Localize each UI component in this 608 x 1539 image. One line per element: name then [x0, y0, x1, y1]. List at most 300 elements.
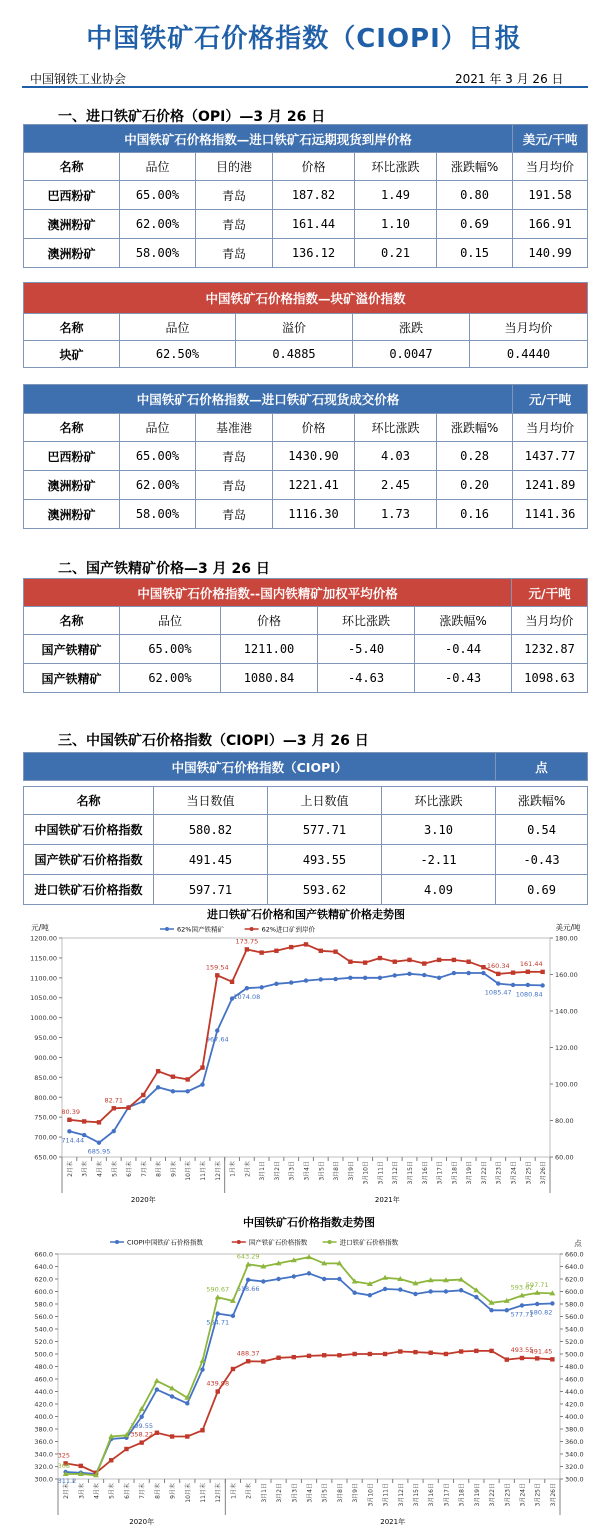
cell: 澳洲粉矿	[24, 210, 120, 239]
col-header: 涨跌幅%	[415, 607, 512, 635]
data-label: 399.55	[130, 1421, 154, 1430]
data-point	[333, 977, 337, 981]
data-point	[368, 1293, 372, 1297]
cell: 62.00%	[120, 664, 221, 693]
data-point	[363, 976, 367, 980]
y-tick-label: 750.00	[34, 1113, 57, 1122]
x-tick-label: 4月末	[96, 1161, 104, 1177]
cell: 1141.36	[513, 500, 588, 529]
y-tick-label: 500.0	[565, 1350, 584, 1359]
col-header: 价格	[221, 607, 318, 635]
data-point	[97, 1120, 101, 1124]
y-tick-label: 140.00	[555, 1007, 578, 1016]
data-point	[230, 980, 234, 984]
col-header: 涨跌幅%	[437, 153, 513, 181]
y-tick-label: 1150.00	[30, 954, 57, 963]
cell: 593.62	[268, 875, 382, 905]
table-unit: 元/干吨	[512, 579, 588, 607]
col-header: 价格	[273, 153, 355, 181]
y-tick-label: 540.0	[565, 1325, 584, 1334]
data-point	[393, 960, 397, 964]
data-point	[246, 1278, 250, 1282]
x-tick-label: 3月15日	[412, 1483, 420, 1507]
data-point	[274, 982, 278, 986]
x-tick-label: 3月17日	[443, 1483, 451, 1507]
table-unit: 点	[496, 753, 588, 781]
cell: 0.16	[437, 500, 513, 529]
col-header: 环比涨跌	[355, 414, 437, 442]
data-point	[422, 961, 426, 965]
cell: 0.80	[437, 181, 513, 210]
report-date: 2021 年 3 月 26 日	[455, 72, 564, 86]
table-row	[24, 442, 588, 471]
cell: 青岛	[196, 181, 273, 210]
x-tick-label: 2月末	[63, 1483, 71, 1499]
cell: -2.11	[382, 845, 496, 875]
col-header: 环比涨跌	[318, 607, 415, 635]
cell: 136.12	[273, 239, 355, 268]
data-point	[337, 1353, 341, 1357]
data-point	[466, 971, 470, 975]
cell: 4.03	[355, 442, 437, 471]
cell: 青岛	[196, 442, 273, 471]
col-header: 涨跌	[353, 314, 470, 341]
cell: 187.82	[273, 181, 355, 210]
y-tick-label: 1050.00	[30, 994, 57, 1003]
x-tick-label: 3月2日	[276, 1483, 284, 1503]
data-point	[171, 1089, 175, 1093]
y-tick-label: 800.00	[34, 1093, 57, 1102]
x-tick-label: 3月25日	[525, 1161, 533, 1185]
cell: 国产铁精矿	[24, 664, 120, 693]
x-tick-label: 3月末	[78, 1483, 86, 1499]
page-title: 中国铁矿石价格指数（CIOPI）日报	[86, 24, 522, 54]
x-tick-label: 3月19日	[473, 1483, 481, 1507]
y-axis-label-right: 点	[574, 1239, 582, 1248]
x-tick-label: 3月5日	[321, 1483, 329, 1503]
x-tick-label: 3月19日	[466, 1161, 474, 1185]
col-header: 品位	[120, 414, 196, 442]
table-import-forward	[23, 124, 588, 268]
y-tick-label: 300.0	[34, 1475, 53, 1484]
data-point	[520, 1303, 524, 1307]
data-point	[109, 1458, 113, 1462]
x-tick-label: 1月末	[230, 1483, 238, 1499]
data-point	[171, 1075, 175, 1079]
data-label: 491.45	[529, 1347, 553, 1356]
table-row	[24, 500, 588, 529]
x-tick-label: 3月4日	[303, 1161, 311, 1181]
data-point	[276, 1277, 280, 1281]
y-tick-label: 380.0	[565, 1425, 584, 1434]
cell: 澳洲粉矿	[24, 239, 120, 268]
data-label: 564.71	[206, 1318, 230, 1327]
data-point	[245, 947, 249, 951]
price-trend-chart	[0, 900, 608, 1210]
x-tick-label: 3月11日	[382, 1483, 390, 1507]
cell: 0.54	[496, 815, 588, 845]
data-label: 439.98	[206, 1379, 230, 1388]
cell: 493.55	[268, 845, 382, 875]
data-point	[200, 1082, 204, 1086]
data-point	[245, 986, 249, 990]
data-point	[216, 1311, 220, 1315]
cell: 4.09	[382, 875, 496, 905]
x-tick-label: 3月23日	[495, 1161, 503, 1185]
x-tick-label: 3月3日	[288, 1161, 296, 1181]
x-tick-label: 3月22日	[489, 1483, 497, 1507]
data-label: 80.39	[61, 1107, 81, 1116]
data-point	[526, 970, 530, 974]
y-tick-label: 540.0	[34, 1325, 53, 1334]
data-point	[437, 976, 441, 980]
data-point	[352, 1352, 356, 1356]
cell: 中国铁矿石价格指数	[24, 815, 154, 845]
legend-marker	[115, 1240, 119, 1244]
x-tick-label: 3月23日	[504, 1483, 512, 1507]
y-tick-label: 620.0	[565, 1275, 584, 1284]
cell: 1.10	[355, 210, 437, 239]
x-tick-label: 2月末	[245, 1483, 253, 1499]
x-tick-label: 6月末	[126, 1161, 134, 1177]
data-point	[322, 1353, 326, 1357]
data-point	[550, 1301, 554, 1305]
data-point	[520, 1356, 524, 1360]
y-tick-label: 420.0	[565, 1400, 584, 1409]
header-divider	[22, 86, 588, 88]
data-label: 311.2	[57, 1477, 77, 1485]
x-tick-label: 3月12日	[392, 1161, 400, 1185]
cell: 1116.30	[273, 500, 355, 529]
cell: 140.99	[513, 239, 588, 268]
col-header: 涨跌幅%	[496, 787, 588, 815]
x-tick-label: 3月22日	[480, 1161, 488, 1185]
cell: -0.44	[415, 635, 512, 664]
index-trend-chart	[0, 1212, 608, 1534]
data-point	[112, 1129, 116, 1133]
cell: 65.00%	[120, 442, 196, 471]
y-tick-label: 660.0	[34, 1250, 53, 1259]
data-point	[407, 958, 411, 962]
x-tick-label: 3月1日	[259, 1161, 267, 1181]
data-label: 685.95	[87, 1147, 111, 1156]
x-tick-label: 5月末	[108, 1483, 116, 1499]
table-ciopi	[23, 752, 588, 905]
y-tick-label: 950.00	[34, 1034, 57, 1043]
data-point	[185, 1434, 189, 1438]
x-tick-label: 3月9日	[347, 1161, 355, 1181]
data-point	[261, 1359, 265, 1363]
data-point	[466, 960, 470, 964]
data-point	[67, 1118, 71, 1122]
data-point	[185, 1089, 189, 1093]
cell: 3.10	[382, 815, 496, 845]
y-tick-label: 620.0	[34, 1275, 53, 1284]
data-point	[259, 985, 263, 989]
data-label: 173.75	[235, 937, 259, 946]
y-tick-label: 440.0	[565, 1388, 584, 1396]
cell: 62.50%	[120, 341, 236, 368]
legend-marker	[250, 927, 254, 931]
cell: -5.40	[318, 635, 415, 664]
col-header: 当日数值	[154, 787, 268, 815]
table-unit: 美元/干吨	[513, 125, 588, 153]
data-point	[333, 949, 337, 953]
data-point	[289, 980, 293, 984]
cell: 0.20	[437, 471, 513, 500]
data-point	[481, 971, 485, 975]
data-point	[459, 1349, 463, 1353]
cell: 0.69	[496, 875, 588, 905]
data-point	[511, 983, 515, 987]
x-tick-label: 3月16日	[428, 1483, 436, 1507]
cell: 国产铁精矿	[24, 635, 120, 664]
x-tick-label: 3月16日	[421, 1161, 429, 1185]
x-tick-label: 10月末	[184, 1483, 192, 1503]
section2-title: 二、国产铁精矿价格—3 月 26 日	[58, 561, 270, 577]
data-point	[505, 1357, 509, 1361]
cell: 1232.87	[512, 635, 588, 664]
data-point	[154, 1378, 160, 1383]
y-tick-label: 380.0	[34, 1425, 53, 1434]
year-label: 2020年	[130, 1196, 156, 1204]
x-tick-label: 9月末	[170, 1161, 178, 1177]
data-point	[170, 1394, 174, 1398]
cell: 0.21	[355, 239, 437, 268]
data-label: 1085.47	[484, 988, 512, 997]
y-tick-label: 160.00	[555, 971, 578, 979]
x-tick-label: 1月末	[229, 1161, 237, 1177]
table-domestic-concentrate	[23, 578, 588, 693]
table-title: 中国铁矿石价格指数—块矿溢价指数	[24, 283, 588, 314]
data-point	[444, 1352, 448, 1356]
y-axis-label-right: 美元/吨	[555, 923, 581, 932]
data-point	[452, 971, 456, 975]
data-point	[126, 1106, 130, 1110]
table-unit: 元/干吨	[513, 385, 588, 414]
x-tick-label: 7月末	[139, 1483, 147, 1499]
cell: 青岛	[196, 471, 273, 500]
table-title: 中国铁矿石价格指数（CIOPI）	[24, 753, 496, 781]
x-tick-label: 4月末	[93, 1483, 101, 1499]
x-tick-label: 5月末	[111, 1161, 119, 1177]
year-label: 2021年	[380, 1518, 406, 1526]
section3-title: 三、中国铁矿石价格指数（CIOPI）—3 月 26 日	[58, 733, 369, 749]
legend-label: 进口铁矿石价格指数	[339, 1238, 399, 1247]
y-tick-label: 1200.00	[30, 934, 57, 943]
x-tick-label: 8月末	[154, 1483, 162, 1499]
data-point	[185, 1401, 189, 1405]
col-header: 环比涨跌	[382, 787, 496, 815]
data-point	[437, 958, 441, 962]
data-label: 493.55	[510, 1346, 534, 1355]
data-label: 161.44	[519, 959, 543, 968]
cell: 1.73	[355, 500, 437, 529]
cell: 1211.00	[221, 635, 318, 664]
x-tick-label: 8月末	[155, 1161, 163, 1177]
cell: 青岛	[196, 210, 273, 239]
legend-label: 62%进口矿到岸价	[261, 925, 316, 934]
table-row	[24, 181, 588, 210]
table-row	[24, 845, 588, 875]
y-tick-label: 500.0	[34, 1350, 53, 1359]
x-tick-label: 11月末	[199, 1161, 207, 1181]
cell: 1098.63	[512, 664, 588, 693]
data-point	[307, 1271, 311, 1275]
data-point	[82, 1119, 86, 1123]
x-tick-label: 3月2日	[273, 1161, 281, 1181]
x-tick-label: 9月末	[169, 1483, 177, 1499]
cell: 166.91	[513, 210, 588, 239]
x-tick-label: 3月17日	[436, 1161, 444, 1185]
data-point	[259, 950, 263, 954]
data-point	[444, 1289, 448, 1293]
col-header: 名称	[24, 607, 120, 635]
data-point	[289, 945, 293, 949]
data-point	[319, 977, 323, 981]
data-label: 590.67	[206, 1285, 230, 1294]
x-tick-label: 3月末	[81, 1161, 89, 1177]
data-point	[348, 960, 352, 964]
data-point	[304, 978, 308, 982]
y-tick-label: 80.00	[555, 1117, 574, 1125]
x-tick-label: 3月24日	[510, 1161, 518, 1185]
col-header: 环比涨跌	[355, 153, 437, 181]
cell: 1.49	[355, 181, 437, 210]
col-header: 名称	[24, 314, 120, 341]
col-header: 名称	[24, 787, 154, 815]
table-row	[24, 664, 588, 693]
data-label: 1080.84	[515, 990, 543, 999]
col-header: 价格	[273, 414, 355, 442]
data-point	[535, 1302, 539, 1306]
data-label: 358.22	[130, 1430, 154, 1439]
y-tick-label: 320.0	[34, 1463, 53, 1471]
data-point	[540, 970, 544, 974]
data-point	[124, 1447, 128, 1451]
cell: 597.71	[154, 875, 268, 905]
data-point	[526, 983, 530, 987]
data-point	[407, 972, 411, 976]
legend-label: 国产铁矿石价格指数	[248, 1238, 308, 1247]
data-point	[292, 1355, 296, 1359]
data-point	[215, 1028, 219, 1032]
cell: -4.63	[318, 664, 415, 693]
y-tick-label: 360.0	[565, 1438, 584, 1446]
data-point	[261, 1279, 265, 1283]
data-point	[246, 1359, 250, 1363]
cell: 577.71	[268, 815, 382, 845]
col-header: 基准港	[196, 414, 273, 442]
data-label: 593.62	[510, 1283, 534, 1292]
data-point	[352, 1291, 356, 1295]
y-tick-label: 1000.00	[30, 1014, 57, 1023]
data-point	[155, 1387, 159, 1391]
data-point	[307, 1354, 311, 1358]
data-point	[112, 1106, 116, 1110]
data-point	[398, 1349, 402, 1353]
y-tick-label: 850.00	[34, 1073, 57, 1082]
col-header: 品位	[120, 153, 196, 181]
data-point	[139, 1440, 143, 1444]
table-row	[24, 239, 588, 268]
x-tick-label: 6月末	[123, 1483, 131, 1499]
x-tick-label: 3月12日	[397, 1483, 405, 1507]
y-tick-label: 100.00	[555, 1080, 578, 1089]
y-tick-label: 460.0	[34, 1375, 53, 1384]
data-point	[474, 1349, 478, 1353]
cell: 62.00%	[120, 210, 196, 239]
y-tick-label: 340.0	[34, 1450, 53, 1459]
x-tick-label: 3月11日	[377, 1161, 385, 1185]
legend-label: 62%国产铁精矿	[177, 925, 224, 934]
x-tick-label: 7月末	[140, 1161, 148, 1177]
cell: 491.45	[154, 845, 268, 875]
cell: 1430.90	[273, 442, 355, 471]
y-tick-label: 640.0	[565, 1263, 584, 1271]
data-point	[155, 1431, 159, 1435]
x-tick-label: 3月15日	[407, 1161, 415, 1185]
col-header: 目的港	[196, 153, 273, 181]
data-label: 618.66	[236, 1284, 260, 1293]
x-tick-label: 3月4日	[306, 1483, 314, 1503]
col-header: 名称	[24, 414, 120, 442]
table-row	[24, 815, 588, 845]
data-point	[231, 1314, 235, 1318]
data-point	[200, 1367, 204, 1371]
y-tick-label: 560.0	[34, 1313, 53, 1321]
y-tick-label: 420.0	[34, 1400, 53, 1409]
col-header: 当月均价	[470, 314, 588, 341]
data-point	[304, 942, 308, 946]
cell: 0.4885	[236, 341, 353, 368]
data-point	[505, 1308, 509, 1312]
x-tick-label: 3月1日	[260, 1483, 268, 1503]
data-point	[496, 981, 500, 985]
data-point	[292, 1274, 296, 1278]
data-point	[474, 1295, 478, 1299]
table-lump-premium	[23, 282, 588, 368]
data-point	[97, 1140, 101, 1144]
data-point	[348, 976, 352, 980]
data-point	[393, 973, 397, 977]
data-point	[496, 972, 500, 976]
table-row	[24, 341, 588, 368]
y-tick-label: 460.0	[565, 1375, 584, 1384]
series-line	[69, 944, 542, 1122]
cell: 青岛	[196, 500, 273, 529]
x-tick-label: 3月5日	[318, 1161, 326, 1181]
cell: 块矿	[24, 341, 120, 368]
x-tick-label: 3月9日	[352, 1483, 360, 1503]
x-tick-label: 10月末	[185, 1161, 193, 1181]
y-tick-label: 180.00	[555, 934, 578, 943]
x-tick-label: 3月3日	[291, 1483, 299, 1503]
data-point	[428, 1289, 432, 1293]
y-tick-label: 660.0	[565, 1250, 584, 1259]
data-point	[383, 1352, 387, 1356]
cell: 1437.77	[513, 442, 588, 471]
section1-title: 一、进口铁矿石价格（OPI）—3 月 26 日	[58, 109, 326, 125]
data-point	[481, 965, 485, 969]
data-point	[79, 1464, 83, 1468]
data-label: 577.71	[510, 1310, 534, 1319]
col-header: 溢价	[236, 314, 353, 341]
org-name: 中国钢铁工业协会	[30, 72, 127, 86]
year-label: 2020年	[129, 1518, 155, 1526]
y-tick-label: 60.00	[555, 1153, 574, 1162]
cell: 国产铁矿石价格指数	[24, 845, 154, 875]
